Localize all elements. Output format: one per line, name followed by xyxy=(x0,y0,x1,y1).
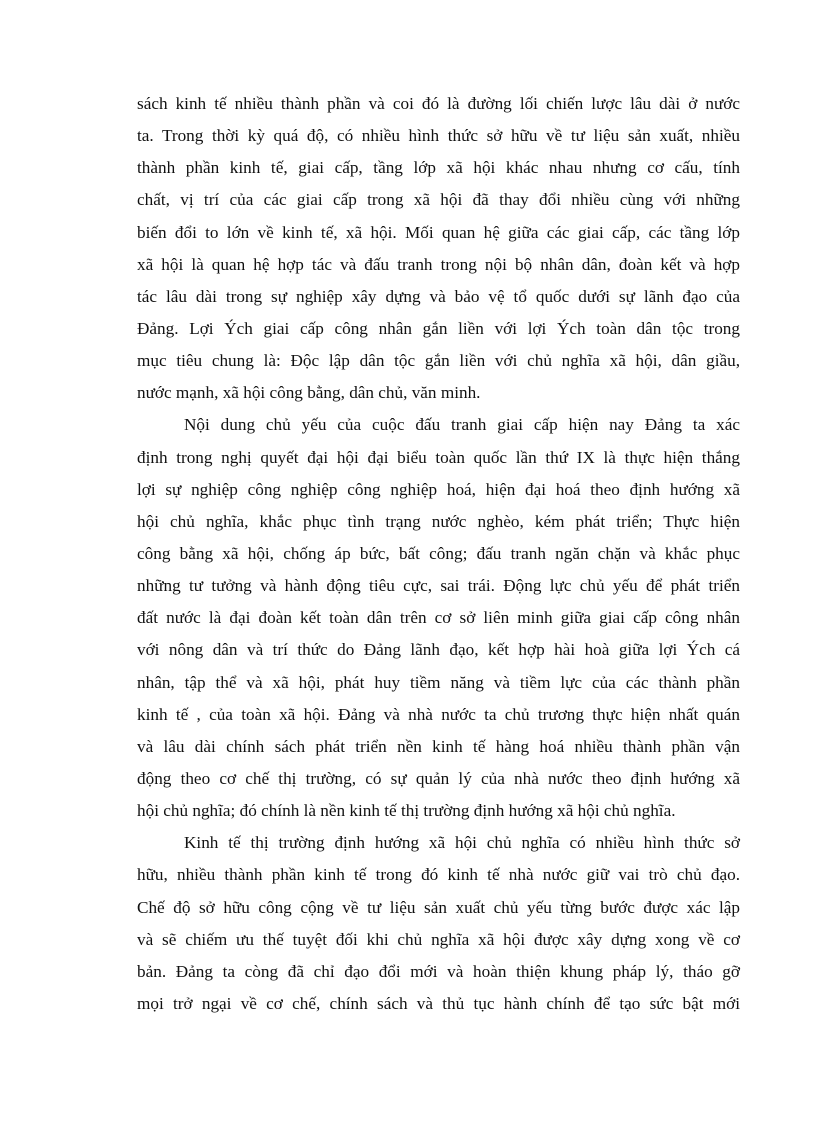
text-line: lợi sự nghiệp công nghiệp công nghiệp hoá, hiện đại hoá theo định hướng xã xyxy=(137,479,740,499)
text-line: Đảng. Lợi Ých giai cấp công nhân gắn liền với lợi Ých toàn dân tộc trong xyxy=(137,318,740,338)
text-line: thành phần kinh tế, giai cấp, tầng lớp xã hội khác nhau nhưng cơ cấu, tính xyxy=(137,158,740,178)
text-line: định trong nghị quyết đại hội đại biểu toàn quốc lần thứ IX là thực hiện thắng xyxy=(137,447,740,467)
text-line: tác lâu dài trong sự nghiệp xây dựng và bảo vệ tổ quốc dưới sự lãnh đạo của xyxy=(137,286,740,306)
document-body xyxy=(137,88,740,1020)
text-line: chất, vị trí của các giai cấp trong xã hội đã thay đổi nhiều cùng với những xyxy=(137,190,740,210)
text-line: kinh tế , của toàn xã hội. Đảng và nhà nước ta chủ trương thực hiện nhất quán xyxy=(137,704,740,724)
text-line: sách kinh tế nhiều thành phần và coi đó là đường lối chiến lược lâu dài ở nước xyxy=(137,94,740,113)
text-line: hội chủ nghĩa, khắc phục tình trạng nước nghèo, kém phát triển; Thực hiện xyxy=(137,511,740,531)
paragraph-3 xyxy=(137,827,740,1020)
paragraph-2 xyxy=(137,409,740,827)
text-line: Chế độ sở hữu công cộng về tư liệu sản xuất chủ yếu từng bước được xác lập xyxy=(137,897,740,917)
text-line: hội chủ nghĩa; đó chính là nền kinh tế thị trường định hướng xã hội chủ nghĩa. xyxy=(137,801,676,821)
text-line: biến đổi to lớn về kinh tế, xã hội. Mối quan hệ giữa các giai cấp, các tầng lớp xyxy=(137,222,740,242)
paragraph-1 xyxy=(137,88,740,409)
text-line: xã hội là quan hệ hợp tác và đấu tranh trong nội bộ nhân dân, đoàn kết và hợp xyxy=(137,254,740,274)
text-line: những tư tưởng và hành động tiêu cực, sai trái. Động lực chủ yếu để phát triển xyxy=(137,576,740,596)
text-line: Kinh tế thị trường định hướng xã hội chủ nghĩa có nhiều hình thức sở xyxy=(184,833,740,853)
text-line: hữu, nhiều thành phần kinh tế trong đó kinh tế nhà nước giữ vai trò chủ đạo. xyxy=(137,865,740,885)
text-line: ta. Trong thời kỳ quá độ, có nhiều hình thức sở hữu về tư liệu sản xuất, nhiều xyxy=(137,126,740,146)
text-line: và lâu dài chính sách phát triển nền kinh tế hàng hoá nhiều thành phần vận xyxy=(137,736,740,756)
text-line: động theo cơ chế thị trường, có sự quản lý của nhà nước theo định hướng xã xyxy=(137,768,740,788)
text-line: Nội dung chủ yếu của cuộc đấu tranh giai cấp hiện nay Đảng ta xác xyxy=(184,415,740,435)
text-line: và sẽ chiếm ưu thế tuyệt đối khi chủ nghĩa xã hội được xây dựng xong về cơ xyxy=(137,929,740,949)
text-line: nước mạnh, xã hội công bằng, dân chủ, văn minh. xyxy=(137,383,481,403)
text-line: nhân, tập thể và xã hội, phát huy tiềm năng và tiềm lực của các thành phần xyxy=(137,672,740,692)
text-line: mục tiêu chung là: Độc lập dân tộc gắn liền với chủ nghĩa xã hội, dân giầu, xyxy=(137,351,740,371)
text-line: bản. Đảng ta còng đã chỉ đạo đổi mới và hoàn thiện khung pháp lý, tháo gỡ xyxy=(137,961,740,981)
text-line: mọi trở ngại về cơ chế, chính sách và thủ tục hành chính để tạo sức bật mới xyxy=(137,993,740,1013)
text-line: công bằng xã hội, chống áp bức, bất công; đấu tranh ngăn chặn và khắc phục xyxy=(137,543,740,563)
text-line: đất nước là đại đoàn kết toàn dân trên cơ sở liên minh giữa giai cấp công nhân xyxy=(137,608,740,628)
text-line: với nông dân và trí thức do Đảng lãnh đạo, kết hợp hài hoà giữa lợi Ých cá xyxy=(137,640,740,660)
